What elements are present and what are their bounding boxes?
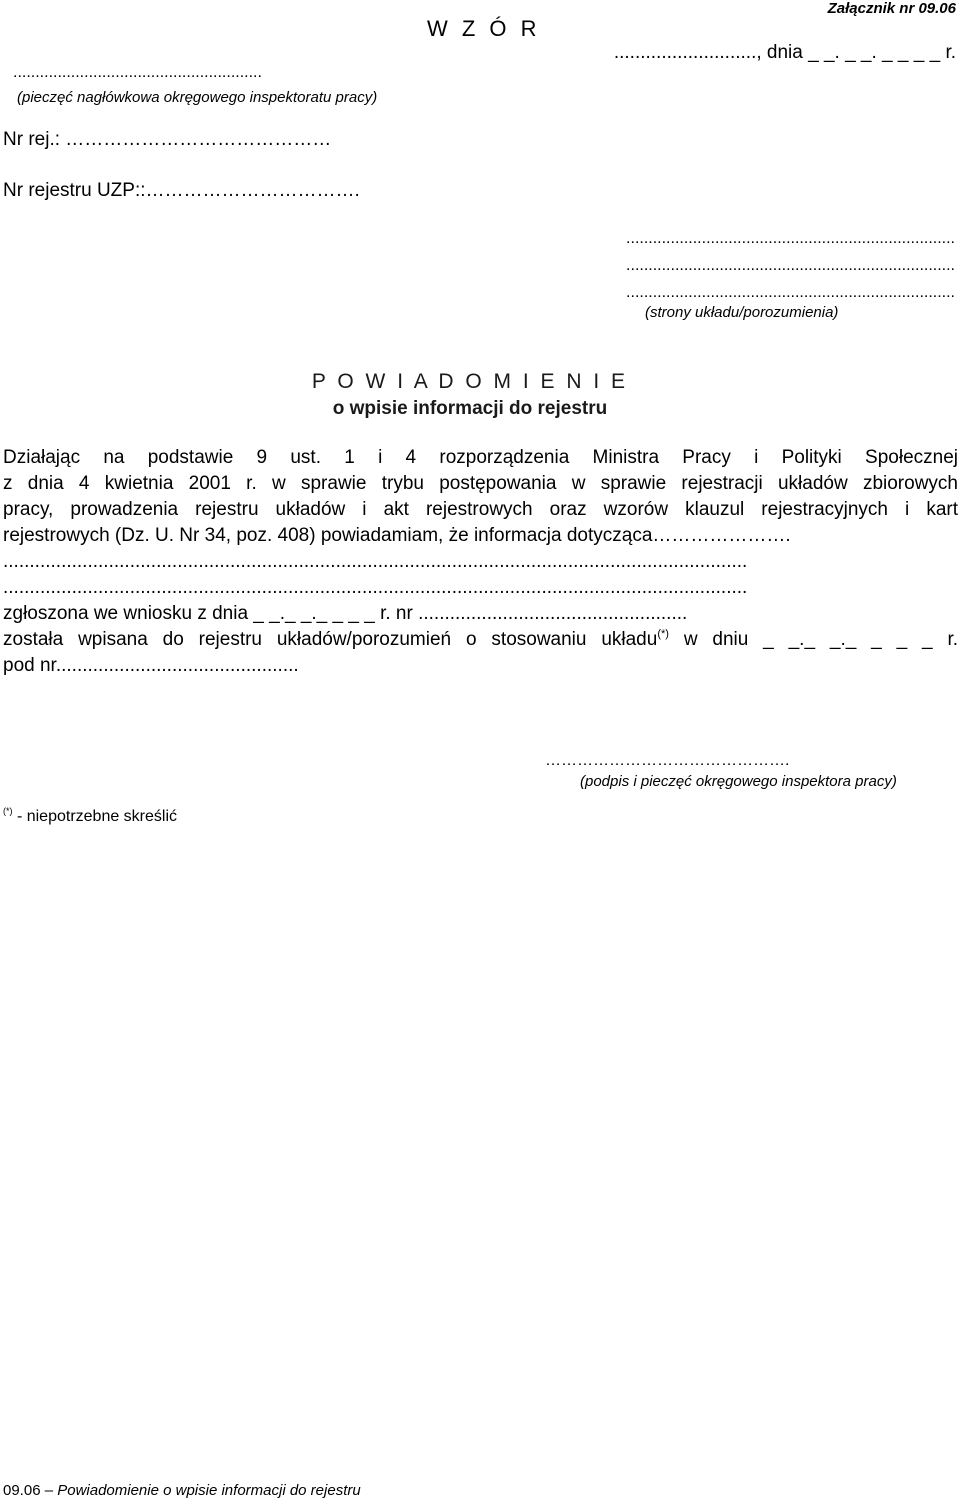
- footer-code: 09.06: [3, 1482, 41, 1499]
- registration-number-field[interactable]: Nr rej.: ……………………………………: [3, 129, 332, 150]
- signature-caption: (podpis i pieczęć okręgowego inspektora pracy): [580, 773, 897, 790]
- annex-label: Załącznik nr 09.06: [827, 0, 956, 17]
- entry-text: została wpisana do rejestru układów/porozumień o stosowaniu układu: [3, 629, 658, 650]
- notice-heading: P O W I A D O M I E N I E: [311, 370, 629, 393]
- signature-placeholder[interactable]: ……………………………………….: [545, 752, 790, 769]
- entry-number-line[interactable]: pod nr..............................................: [3, 655, 299, 676]
- body-line: pracy, prowadzenia rejestru układów i akt rejestrowych oraz wzorów klauzul rejestracyjnych i kart: [3, 499, 958, 520]
- stamp-caption: (pieczęć nagłówkowa okręgowego inspektoratu pracy): [17, 89, 378, 106]
- footnote-marker: (*): [657, 628, 669, 640]
- body-line: z dnia 4 kwietnia 2001 r. w sprawie trybu postępowania w sprawie rejestracji układów zbiorowych: [3, 473, 958, 494]
- page-footer: [3, 1482, 361, 1499]
- entry-date-line[interactable]: [3, 627, 958, 653]
- entry-date-text: w dniu _ _._ _._ _ _ _ r.: [683, 629, 959, 650]
- parties-line-1[interactable]: ..........................................................................: [626, 230, 955, 247]
- application-date-line[interactable]: zgłoszona we wniosku z dnia _ _._ _._ _ _ _ r. nr ...................................................: [3, 603, 688, 624]
- parties-caption: (strony układu/porozumienia): [645, 304, 839, 321]
- parties-line-2[interactable]: ..........................................................................: [626, 257, 955, 274]
- document-title: W Z Ó R: [427, 16, 541, 41]
- body-line: Działając na podstawie 9 ust. 1 i 4 rozporządzenia Ministra Pracy i Polityki Społecznej: [3, 447, 958, 468]
- subject-fill-line[interactable]: .............................................................................................................................................: [3, 551, 748, 572]
- footnote-marker: (*): [3, 806, 13, 816]
- notice-heading-block: [0, 370, 960, 420]
- subject-fill-line[interactable]: .............................................................................................................................................: [3, 577, 748, 598]
- parties-line-3[interactable]: ..........................................................................: [626, 284, 955, 301]
- place-date-field[interactable]: ..........................., dnia _ _. _ _. _ _ _ _ r.: [613, 42, 956, 63]
- notice-subheading: o wpisie informacji do rejestru: [332, 398, 608, 419]
- body-line[interactable]: rejestrowych (Dz. U. Nr 34, poz. 408) powiadamiam, że informacja dotycząca………………….: [3, 525, 791, 546]
- uzp-registry-number-field[interactable]: Nr rejestru UZP::…………………………….: [3, 180, 360, 201]
- footer-text: – Powiadomienie o wpisie informacji do rejestru: [40, 1482, 361, 1499]
- footnote-text: - niepotrzebne skreślić: [12, 808, 178, 825]
- footnote: [3, 808, 177, 826]
- stamp-placeholder[interactable]: ........................................................: [13, 64, 262, 81]
- notice-body: [3, 445, 958, 679]
